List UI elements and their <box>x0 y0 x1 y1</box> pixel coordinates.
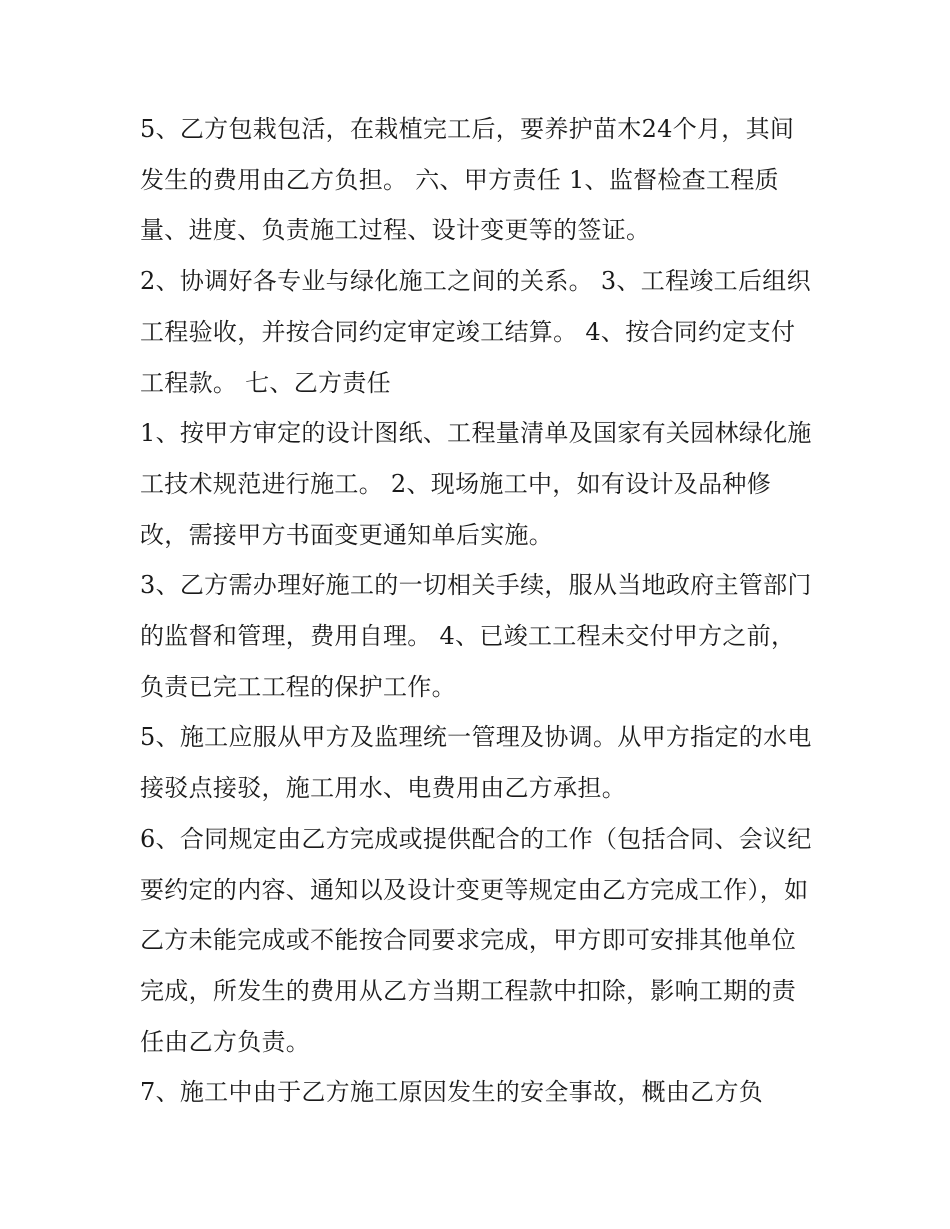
paragraph-1: 5、乙方包栽包活，在栽植完工后，要养护苗木24个月，其间发生的费用由乙方负担。 六、甲方责任 1、监督检查工程质量、进度、负责施工过程、设计变更等的签证。 <box>140 115 795 245</box>
paragraph-6: 6、合同规定由乙方完成或提供配合的工作（包括合同、会议纪要约定的内容、通知以及设计变更等规定由乙方完成工作），如乙方未能完成或不能按合同要求完成，甲方即可安排其他单位完成，所发生的费用从乙方当期工程款中扣除，影响工期的责任由乙方负责。 <box>140 824 812 1056</box>
paragraph-3: 1、按甲方审定的设计图纸、工程量清单及国家有关园林绿化施工技术规范进行施工。 2、现场施工中，如有设计及品种修改，需接甲方书面变更通知单后实施。 <box>140 419 812 549</box>
paragraph-2: 2、协调好各专业与绿化施工之间的关系。 3、工程竣工后组织工程验收，并按合同约定审定竣工结算。 4、按合同约定支付工程款。 七、乙方责任 <box>140 267 811 397</box>
paragraph-4: 3、乙方需办理好施工的一切相关手续，服从当地政府主管部门的监督和管理，费用自理。 4、已竣工工程未交付甲方之前，负责已完工工程的保护工作。 <box>140 571 812 701</box>
paragraph-5: 5、施工应服从甲方及监理统一管理及协调。从甲方指定的水电接驳点接驳，施工用水、电费用由乙方承担。 <box>140 723 812 803</box>
document-body <box>140 104 812 1118</box>
paragraph-7: 7、施工中由于乙方施工原因发生的安全事故，概由乙方负 <box>140 1078 764 1107</box>
